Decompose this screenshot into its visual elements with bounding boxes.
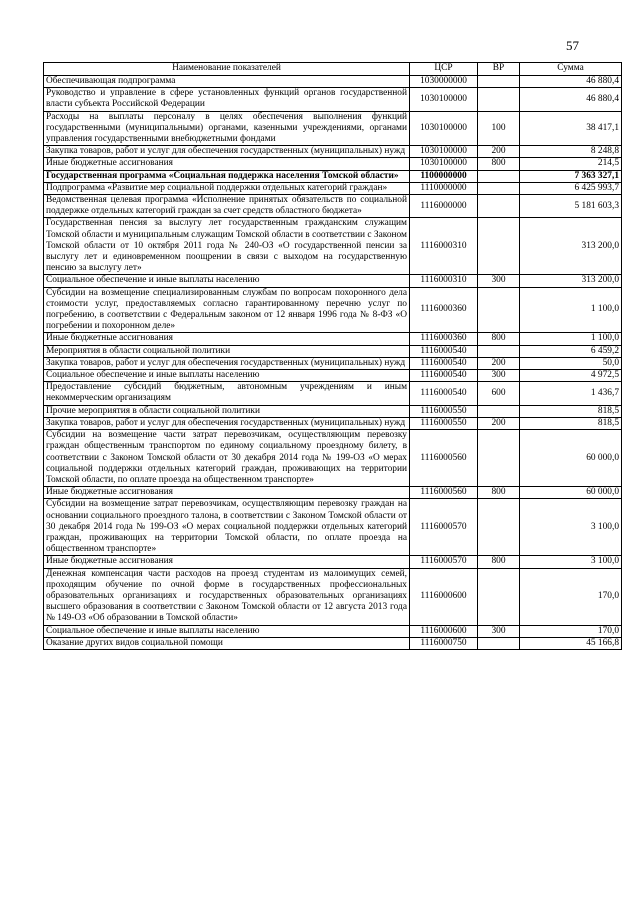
table-row [44,182,622,194]
table-header [44,63,622,76]
row-csr: 1116000000 [410,195,478,218]
row-csr: 1030100000 [410,111,478,146]
page-number: 57 [566,38,579,53]
row-name: Субсидии на возмещение затрат перевозчикам, осуществляющим перевозку граждан на основании социального проездного талона, в соответствии с Законом Томской области от 30 декабря 2014 года № 199-ОЗ «О мерах социальной поддержки отдельных категорий граждан, проживающих на территории Томской области, по оплате проезда на общественном транспорте» [44,499,410,556]
header-vr: ВР [478,63,520,76]
row-vr [478,76,520,88]
row-csr: 1116000600 [410,625,478,637]
row-csr: 1116000560 [410,487,478,499]
row-vr [478,287,520,333]
row-sum: 313 200,0 [520,218,622,275]
table-row [44,405,622,417]
row-vr: 800 [478,556,520,568]
row-vr: 200 [478,417,520,429]
row-vr [478,218,520,275]
row-vr: 300 [478,625,520,637]
row-vr [478,345,520,357]
row-vr: 100 [478,111,520,146]
row-name: Прочие мероприятия в области социальной политики [44,405,410,417]
table-row [44,287,622,333]
table-row [44,170,622,182]
row-name: Субсидии на возмещение специализированным службам по вопросам похоронного дела стоимости услуг, предоставляемых согласно гарантированному перечню услуг по погребению, в соответствии с Федеральным законом от 12 января 1996 года № 8-ФЗ «О погребении и похоронном деле» [44,287,410,333]
row-csr: 1116000570 [410,499,478,556]
row-vr [478,405,520,417]
row-sum: 1 100,0 [520,333,622,345]
row-vr [478,568,520,625]
row-name: Социальное обеспечение и иные выплаты населению [44,275,410,287]
row-vr [478,430,520,487]
row-vr [478,637,520,649]
row-name: Государственная программа «Социальная поддержка населения Томской области» [44,170,410,182]
row-vr: 800 [478,158,520,170]
row-sum: 5 181 603,3 [520,195,622,218]
row-csr: 1116000550 [410,405,478,417]
row-name: Ведомственная целевая программа «Исполнение принятых обязательств по социальной поддержке отдельных категорий граждан за счет средств областного бюджета» [44,195,410,218]
row-vr: 300 [478,275,520,287]
table-row [44,357,622,369]
row-name: Закупка товаров, работ и услуг для обеспечения государственных (муниципальных) нужд [44,146,410,158]
row-csr: 1116000540 [410,345,478,357]
row-sum: 214,5 [520,158,622,170]
row-name: Закупка товаров, работ и услуг для обеспечения государственных (муниципальных) нужд [44,357,410,369]
table-body [44,76,622,650]
table-row [44,370,622,382]
row-csr: 1116000540 [410,370,478,382]
row-sum: 1 100,0 [520,287,622,333]
row-csr: 1116000600 [410,568,478,625]
row-sum: 3 100,0 [520,556,622,568]
row-sum: 4 972,5 [520,370,622,382]
row-csr: 1116000570 [410,556,478,568]
row-sum: 818,5 [520,417,622,429]
row-sum: 6 459,2 [520,345,622,357]
row-csr: 1030100000 [410,146,478,158]
row-csr: 1100000000 [410,170,478,182]
table-row [44,195,622,218]
row-name: Государственная пенсия за выслугу лет государственным гражданским служащим Томской области и муниципальным служащим Томской области в соответствии с Законом Томской области от 10 октября 2011 года № 240-ОЗ «О государственной пенсии за выслугу лет и единовременном поощрении в связи с выходом на государственную пенсию за выслугу лет» [44,218,410,275]
table-row [44,637,622,649]
row-vr [478,170,520,182]
table-row [44,146,622,158]
row-vr [478,182,520,194]
row-sum: 7 363 327,1 [520,170,622,182]
row-vr: 300 [478,370,520,382]
row-csr: 1030100000 [410,88,478,111]
table-row [44,625,622,637]
header-sum: Сумма [520,63,622,76]
row-vr: 200 [478,146,520,158]
row-csr: 1116000310 [410,218,478,275]
table-row [44,275,622,287]
table-row [44,487,622,499]
row-sum: 3 100,0 [520,499,622,556]
row-name: Руководство и управление в сфере установленных функций органов государственной власти субъекта Российской Федерации [44,88,410,111]
row-sum: 1 436,7 [520,382,622,405]
row-vr: 800 [478,487,520,499]
row-sum: 8 248,8 [520,146,622,158]
table-row [44,499,622,556]
row-sum: 46 880,4 [520,76,622,88]
row-sum: 170,0 [520,625,622,637]
row-csr: 1110000000 [410,182,478,194]
row-name: Оказание других видов социальной помощи [44,637,410,649]
table-row [44,430,622,487]
row-name: Расходы на выплаты персоналу в целях обеспечения выполнения функций государственными (муниципальными) органами, казенными учреждениями, органами управления государственными внебюджетными фондами [44,111,410,146]
table-row [44,76,622,88]
row-name: Иные бюджетные ассигнования [44,333,410,345]
row-csr: 1116000310 [410,275,478,287]
budget-table [43,62,622,650]
row-csr: 1116000360 [410,333,478,345]
row-name: Иные бюджетные ассигнования [44,556,410,568]
row-csr: 1116000750 [410,637,478,649]
row-name: Закупка товаров, работ и услуг для обеспечения государственных (муниципальных) нужд [44,417,410,429]
row-csr: 1030100000 [410,158,478,170]
row-sum: 818,5 [520,405,622,417]
row-sum: 170,0 [520,568,622,625]
row-csr: 1116000550 [410,417,478,429]
header-name: Наименование показателей [44,63,410,76]
row-name: Предоставление субсидий бюджетным, автономным учреждениям и иным некоммерческим организациям [44,382,410,405]
row-name: Социальное обеспечение и иные выплаты населению [44,370,410,382]
row-vr [478,195,520,218]
row-vr [478,88,520,111]
row-sum: 6 425 993,7 [520,182,622,194]
row-vr: 800 [478,333,520,345]
row-csr: 1116000540 [410,357,478,369]
header-row [44,63,622,76]
row-vr: 200 [478,357,520,369]
header-csr: ЦСР [410,63,478,76]
row-sum: 60 000,0 [520,430,622,487]
row-name: Обеспечивающая подпрограмма [44,76,410,88]
table-row [44,111,622,146]
table-row [44,556,622,568]
table-row [44,88,622,111]
table-row [44,333,622,345]
table-row [44,218,622,275]
row-sum: 38 417,1 [520,111,622,146]
table-row [44,568,622,625]
row-name: Мероприятия в области социальной политики [44,345,410,357]
row-vr [478,499,520,556]
table-row [44,417,622,429]
row-csr: 1116000560 [410,430,478,487]
table-row [44,382,622,405]
table-row [44,158,622,170]
row-sum: 46 880,4 [520,88,622,111]
row-sum: 45 166,8 [520,637,622,649]
row-csr: 1030000000 [410,76,478,88]
row-name: Социальное обеспечение и иные выплаты населению [44,625,410,637]
row-vr: 600 [478,382,520,405]
row-csr: 1116000540 [410,382,478,405]
row-csr: 1116000360 [410,287,478,333]
row-name: Денежная компенсация части расходов на проезд студентам из малоимущих семей, проходящим обучение по очной форме в государственных профессиональных образовательных организациях и государственных образовательных организациях высшего образования в соответствии с Законом Томской области от 12 августа 2013 года № 149-ОЗ «Об образовании в Томской области» [44,568,410,625]
row-name: Подпрограмма «Развитие мер социальной поддержки отдельных категорий граждан» [44,182,410,194]
row-name: Иные бюджетные ассигнования [44,487,410,499]
row-sum: 313 200,0 [520,275,622,287]
row-sum: 50,0 [520,357,622,369]
table-row [44,345,622,357]
row-name: Субсидии на возмещение части затрат перевозчикам, осуществляющим перевозку граждан общественным транспортом по единому социальному проездному билету, в соответствии с Законом Томской области от 30 декабря 2014 года № 199-ОЗ «О мерах социальной поддержки отдельных категорий граждан, проживающих на территории Томской области, по оплате проезда на общественном транспорте» [44,430,410,487]
row-sum: 60 000,0 [520,487,622,499]
row-name: Иные бюджетные ассигнования [44,158,410,170]
